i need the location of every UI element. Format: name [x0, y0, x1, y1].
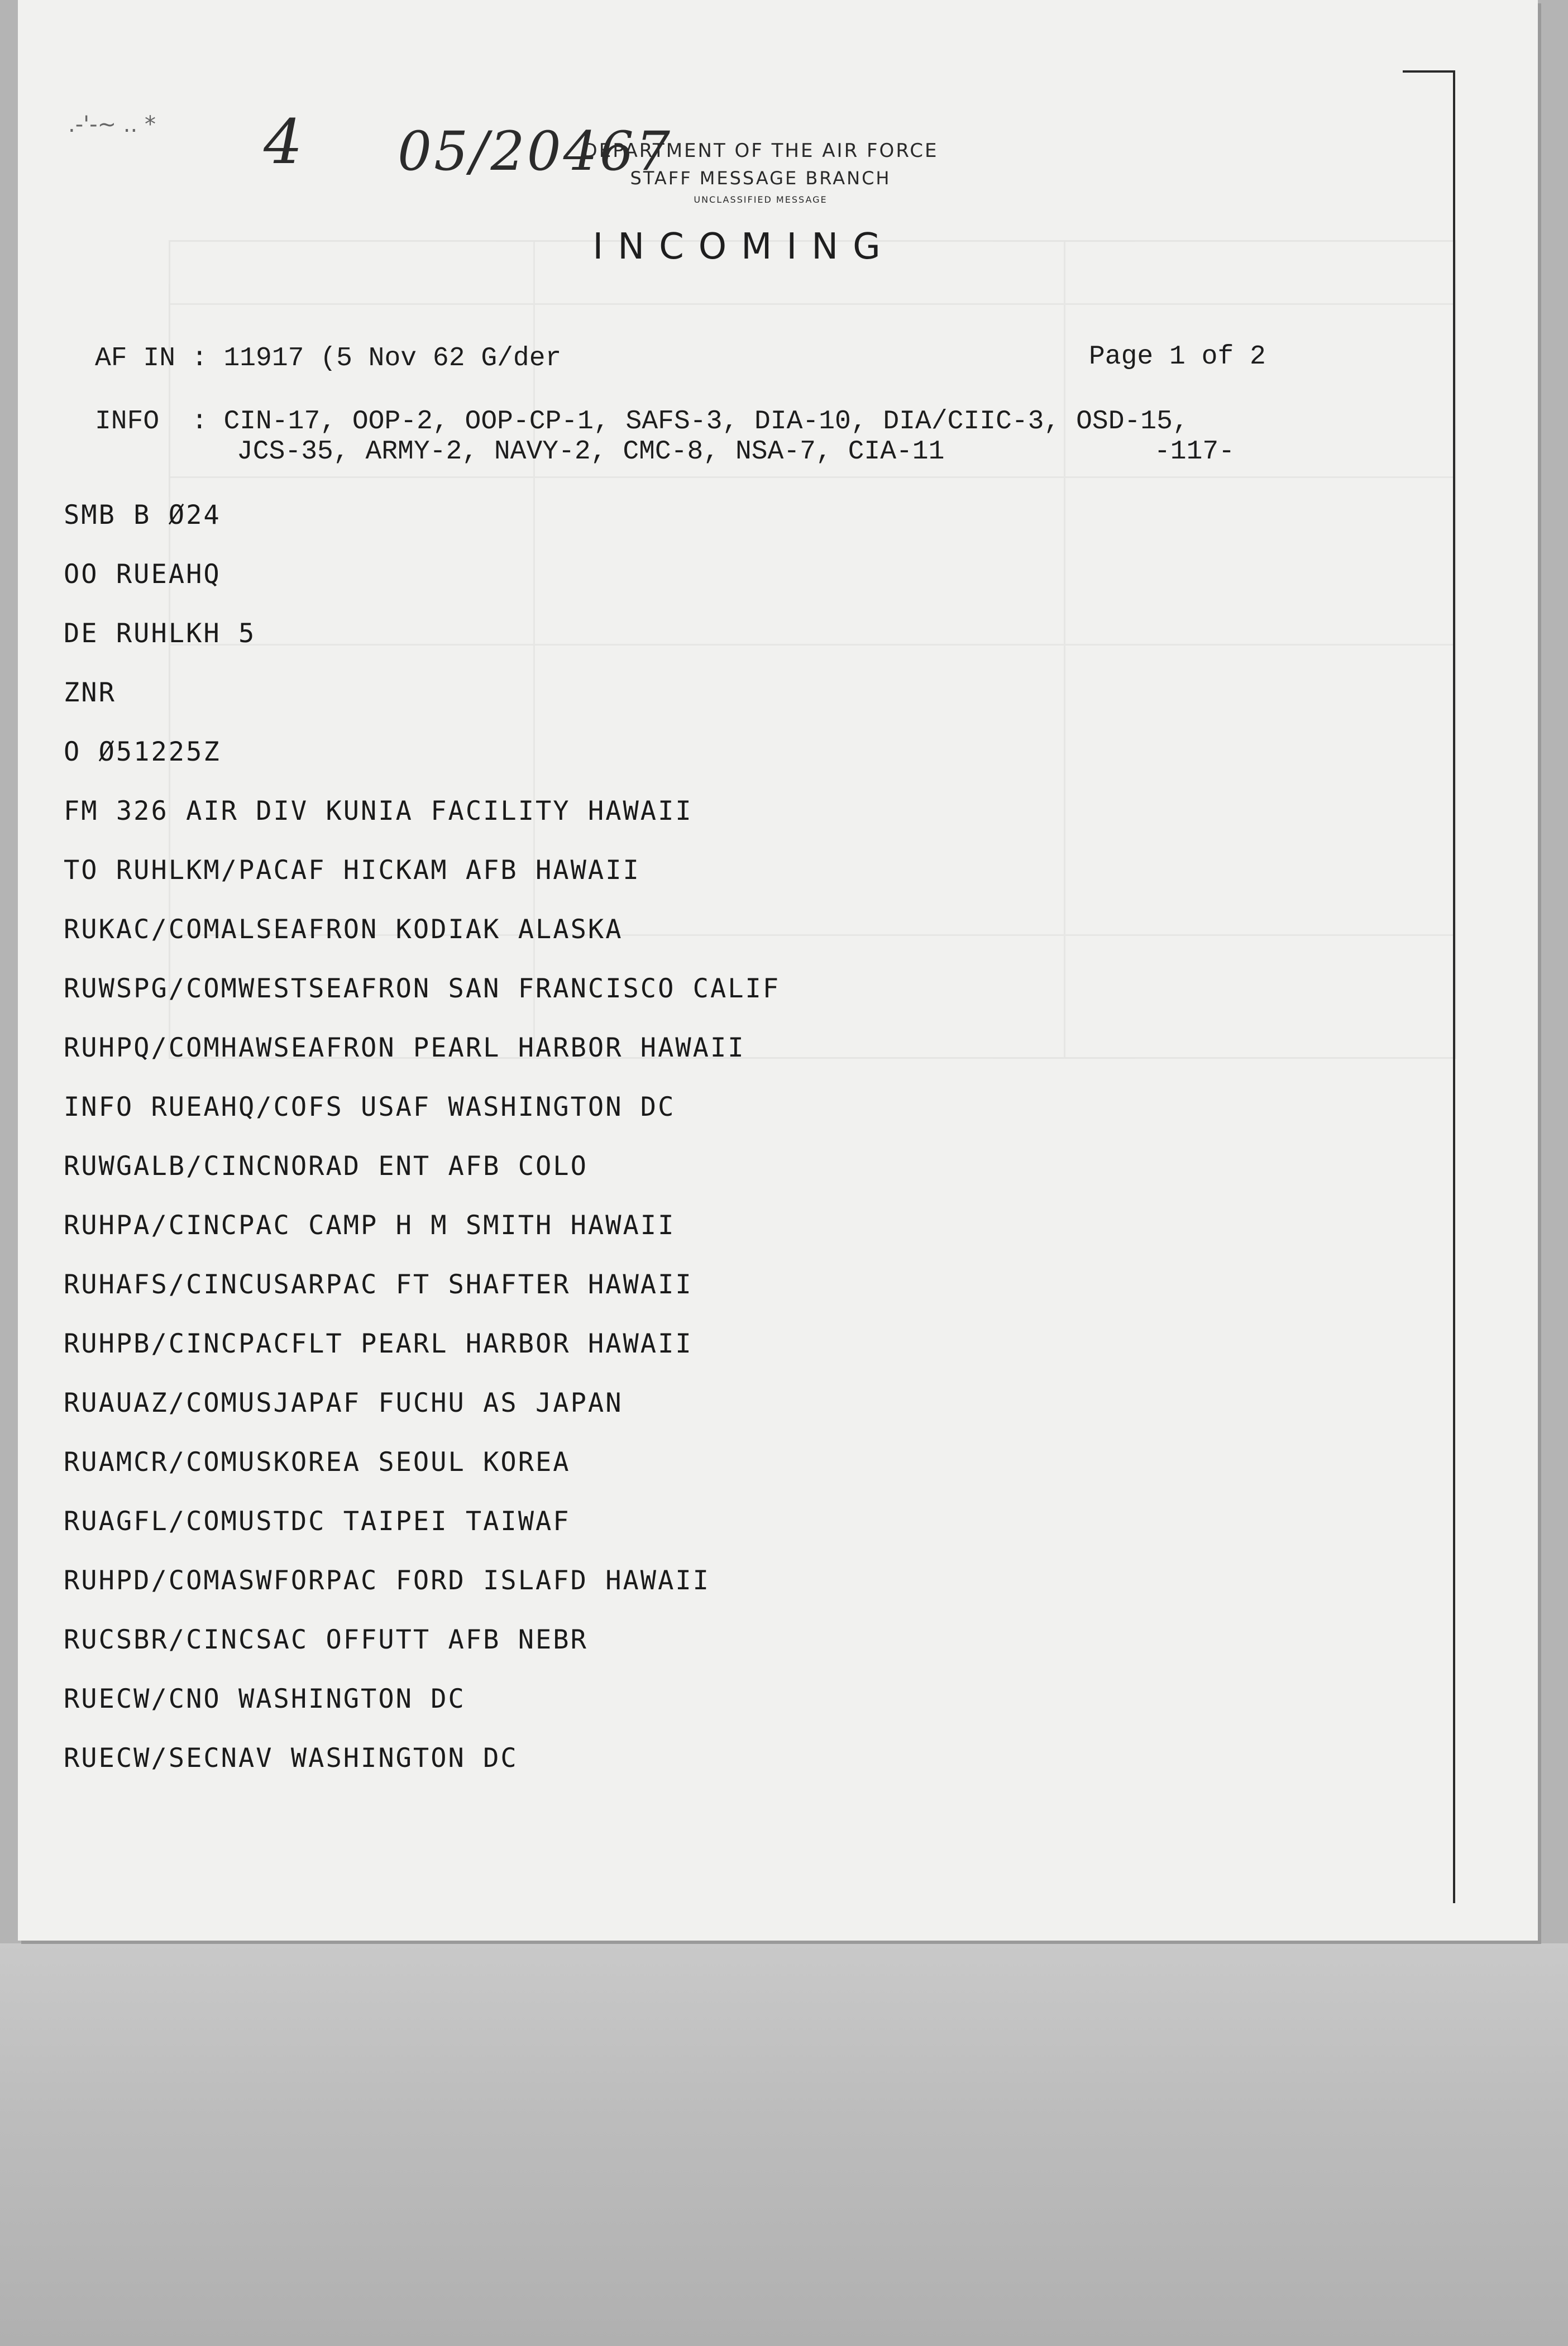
- routing-line: OO RUEAHQ: [64, 559, 221, 590]
- routing-line: RUAMCR/COMUSKOREA SEOUL KOREA: [64, 1447, 571, 1478]
- page-indicator: Page 1 of 2: [1089, 342, 1266, 372]
- page-right-rule: [1453, 71, 1455, 1903]
- routing-line: INFO RUEAHQ/COFS USAF WASHINGTON DC: [64, 1092, 676, 1122]
- af-in-reference: AF IN : 11917 (5 Nov 62 G/der: [95, 343, 562, 374]
- distribution-total: -117-: [1154, 437, 1235, 467]
- routing-line: ZNR: [64, 677, 116, 708]
- routing-line: RUHPA/CINCPAC CAMP H M SMITH HAWAII: [64, 1210, 676, 1241]
- routing-line: RUCSBR/CINCSAC OFFUTT AFB NEBR: [64, 1624, 588, 1655]
- message-type-title: INCOMING: [592, 226, 895, 267]
- department-name: DEPARTMENT OF THE AIR FORCE: [582, 140, 939, 162]
- routing-line: SMB B Ø24: [64, 500, 221, 531]
- routing-line: RUHPQ/COMHAWSEAFRON PEARL HARBOR HAWAII: [64, 1033, 745, 1063]
- info-distribution-line-2: JCS-35, ARMY-2, NAVY-2, CMC-8, NSA-7, CIA-11: [237, 437, 945, 467]
- routing-block: [64, 500, 780, 1802]
- routing-line: TO RUHLKM/PACAF HICKAM AFB HAWAII: [64, 855, 640, 886]
- routing-line: RUECW/CNO WASHINGTON DC: [64, 1684, 466, 1714]
- info-distribution-line-1: INFO : CIN-17, OOP-2, OOP-CP-1, SAFS-3, DIA-10, DIA/CIIC-3, OSD-15,: [95, 407, 1189, 437]
- routing-line: RUAGFL/COMUSTDC TAIPEI TAIWAF: [64, 1506, 571, 1537]
- routing-line: DE RUHLKH 5: [64, 618, 256, 649]
- scanner-backdrop: [0, 1943, 1568, 2346]
- routing-line: RUWSPG/COMWESTSEAFRON SAN FRANCISCO CALIF: [64, 973, 781, 1004]
- classification-label: UNCLASSIFIED MESSAGE: [694, 194, 828, 205]
- routing-line: RUHPB/CINCPACFLT PEARL HARBOR HAWAII: [64, 1329, 693, 1359]
- letterhead: [565, 140, 956, 205]
- routing-line: RUAUAZ/COMUSJAPAF FUCHU AS JAPAN: [64, 1388, 623, 1418]
- page-top-rule: [1403, 70, 1455, 73]
- branch-name: STAFF MESSAGE BRANCH: [630, 168, 891, 189]
- routing-line: O Ø51225Z: [64, 737, 221, 767]
- handwritten-page-number: 4: [264, 106, 303, 178]
- margin-scribble: .-'-~ .. *: [68, 112, 156, 137]
- routing-line: RUKAC/COMALSEAFRON KODIAK ALASKA: [64, 914, 623, 945]
- message-page: [18, 0, 1538, 1941]
- routing-line: RUHAFS/CINCUSARPAC FT SHAFTER HAWAII: [64, 1269, 693, 1300]
- routing-line: RUHPD/COMASWFORPAC FORD ISLAFD HAWAII: [64, 1565, 710, 1596]
- routing-line: FM 326 AIR DIV KUNIA FACILITY HAWAII: [64, 796, 693, 826]
- routing-line: RUWGALB/CINCNORAD ENT AFB COLO: [64, 1151, 588, 1182]
- handwritten-document-code: 05/20467: [398, 120, 672, 183]
- routing-line: RUECW/SECNAV WASHINGTON DC: [64, 1743, 518, 1774]
